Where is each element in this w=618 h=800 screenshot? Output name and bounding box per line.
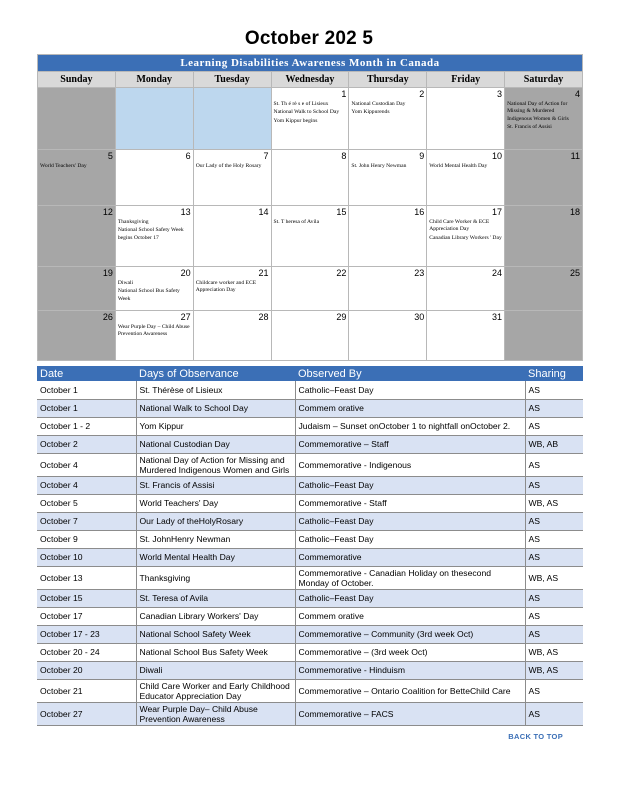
observance-row	[37, 702, 583, 725]
observance-name-cell: Our Lady of theHolyRosary	[136, 512, 295, 530]
calendar-day-cell	[193, 88, 271, 150]
calendar-day-number: 26	[102, 312, 113, 322]
observance-date-cell: October 1	[37, 381, 136, 399]
observance-row	[37, 661, 583, 679]
calendar-day-cell	[427, 267, 505, 311]
observance-name-cell: Canadian Library Workers' Day	[136, 607, 295, 625]
calendar-day-number: 17	[492, 207, 503, 217]
observance-name-cell: National Walk to School Day	[136, 399, 295, 417]
calendar-day-cell	[427, 206, 505, 267]
observance-name-cell: St. Thérèse of Lisieux	[136, 381, 295, 399]
calendar-day-number: 24	[492, 268, 503, 278]
calendar-day-cell	[38, 267, 116, 311]
observance-sharing-cell: WB, AS	[525, 494, 583, 512]
observance-sharing-cell: WB, AS	[525, 566, 583, 589]
calendar-day-cell	[38, 150, 116, 206]
observance-by-cell: Commemorative – Staff	[295, 435, 525, 453]
observance-name-cell: Yom Kippur	[136, 417, 295, 435]
calendar-event: St. T heresa of Avila	[273, 219, 320, 225]
weekday-saturday: Saturday	[505, 72, 583, 88]
observance-sharing-cell: AS	[525, 589, 583, 607]
observance-name-cell: Thanksgiving	[136, 566, 295, 589]
observance-sharing-cell: AS	[525, 417, 583, 435]
observance-name-cell: National School Safety Week	[136, 625, 295, 643]
weekday-sunday: Sunday	[38, 72, 116, 88]
observance-by-cell: Catholic–Feast Day	[295, 530, 525, 548]
calendar-day-cell	[349, 206, 427, 267]
calendar-day-number: 22	[336, 268, 347, 278]
calendar-day-cell	[271, 88, 349, 150]
observance-sharing-cell: WB, AB	[525, 435, 583, 453]
calendar-day-cell	[38, 88, 116, 150]
observance-name-cell: National Day of Action for Missing and Murdered Indigenous Women and Girls	[136, 453, 295, 476]
calendar-event: National School Safety Week begins October 17	[117, 227, 184, 241]
observance-sharing-cell: AS	[525, 453, 583, 476]
page-title: October 202 5	[244, 28, 374, 49]
observance-date-cell: October 2	[37, 435, 136, 453]
observance-date-cell: October 20	[37, 661, 136, 679]
observance-row	[37, 530, 583, 548]
calendar-event: St. Th é rè s e of Lisieux	[273, 101, 329, 107]
observance-by-cell: Commemorative - Staff	[295, 494, 525, 512]
calendar-week-row	[38, 311, 583, 361]
observance-row	[37, 435, 583, 453]
observance-sharing-cell: AS	[525, 530, 583, 548]
observance-date-cell: October 17	[37, 607, 136, 625]
calendar-day-number: 23	[414, 268, 425, 278]
observance-date-cell: October 4	[37, 453, 136, 476]
observance-row	[37, 494, 583, 512]
calendar-event: St. Francis of Assisi	[507, 124, 552, 131]
calendar-day-number: 13	[180, 207, 191, 217]
observance-row	[37, 589, 583, 607]
observance-by-cell: Commemorative	[295, 548, 525, 566]
calendar-event: National Custodian Day	[351, 101, 406, 107]
calendar-week-row	[38, 150, 583, 206]
observance-by-cell: Commem orative	[295, 399, 525, 417]
calendar-day-number: 5	[107, 151, 113, 161]
observance-row	[37, 453, 583, 476]
weekday-wednesday: Wednesday	[271, 72, 349, 88]
calendar-day-cell	[193, 267, 271, 311]
calendar-event: Our Lady of the Holy Rosary	[195, 163, 262, 169]
calendar-day-number: 29	[336, 312, 347, 322]
calendar-event: Child Care Worker & ECE Appreciation Day	[429, 219, 490, 233]
calendar-day-number: 31	[492, 312, 503, 322]
header-date: Date	[37, 366, 136, 381]
observance-date-cell: October 13	[37, 566, 136, 589]
observance-row	[37, 643, 583, 661]
calendar-day-number: 6	[185, 151, 191, 161]
calendar-day-number: 19	[102, 268, 113, 278]
observance-sharing-cell: AS	[525, 548, 583, 566]
observance-date-cell: October 5	[37, 494, 136, 512]
calendar-day-number: 3	[497, 89, 503, 99]
observance-date-cell: October 15	[37, 589, 136, 607]
calendar-day-number: 11	[570, 151, 580, 161]
calendar-day-number: 18	[569, 207, 580, 217]
calendar-day-number: 10	[492, 151, 503, 161]
calendar-day-cell	[193, 311, 271, 361]
calendar-grid	[37, 54, 583, 361]
observance-by-cell: Commemorative - Canadian Holiday on thesecond Monday of October.	[295, 566, 525, 589]
calendar-day-number: 30	[414, 312, 425, 322]
calendar-day-number: 20	[180, 268, 191, 278]
observance-date-cell: October 21	[37, 679, 136, 702]
calendar-event: National Day of Action for Missing & Murdered Indigenous Women & Girls	[507, 101, 569, 122]
calendar-event: National Walk to School Day	[273, 109, 340, 116]
calendar-day-cell	[505, 150, 583, 206]
calendar-day-cell	[115, 150, 193, 206]
observance-sharing-cell: AS	[525, 679, 583, 702]
calendar-day-cell	[115, 311, 193, 361]
calendar-day-cell	[115, 206, 193, 267]
observance-row	[37, 566, 583, 589]
observance-date-cell: October 4	[37, 476, 136, 494]
observance-sharing-cell: AS	[525, 625, 583, 643]
calendar-event: Canadian Library Workers ' Day	[429, 234, 502, 241]
calendar-week-row	[38, 206, 583, 267]
observance-sharing-cell: AS	[525, 381, 583, 399]
observance-row	[37, 679, 583, 702]
calendar-day-number: 2	[419, 89, 425, 99]
observance-by-cell: Commemorative – Ontario Coalition for BetteChild Care	[295, 679, 525, 702]
weekday-thursday: Thursday	[349, 72, 427, 88]
observance-table	[37, 366, 583, 726]
calendar-day-number: 15	[336, 207, 347, 217]
observance-row	[37, 548, 583, 566]
observance-by-cell: Commemorative - Indigenous	[295, 453, 525, 476]
calendar-day-number: 25	[569, 268, 580, 278]
observance-sharing-cell: WB, AS	[525, 661, 583, 679]
calendar-day-number: 8	[341, 151, 347, 161]
observance-row	[37, 399, 583, 417]
observance-name-cell: World Mental Health Day	[136, 548, 295, 566]
calendar-day-number: 16	[414, 207, 425, 217]
observance-row	[37, 417, 583, 435]
calendar-day-number: 12	[102, 207, 113, 217]
observance-date-cell: October 27	[37, 702, 136, 725]
observance-date-cell: October 9	[37, 530, 136, 548]
observance-sharing-cell: AS	[525, 702, 583, 725]
observance-row	[37, 512, 583, 530]
observance-by-cell: Commemorative – (3rd week Oct)	[295, 643, 525, 661]
observance-by-cell: Commemorative – FACS	[295, 702, 525, 725]
weekday-friday: Friday	[427, 72, 505, 88]
observance-by-cell: Commemorative - Hinduism	[295, 661, 525, 679]
observance-date-cell: October 17 - 23	[37, 625, 136, 643]
calendar-event: Wear Purple Day – Child Abuse Prevention Awareness	[117, 324, 190, 338]
calendar-day-cell	[349, 311, 427, 361]
observance-name-cell: Diwali	[136, 661, 295, 679]
calendar-day-cell	[38, 311, 116, 361]
calendar-day-cell	[349, 267, 427, 311]
calendar-day-number: 9	[419, 151, 425, 161]
observance-name-cell: St. JohnHenry Newman	[136, 530, 295, 548]
calendar-event: Childcare worker and ECE Appreciation Day	[195, 280, 257, 294]
calendar-event: Thanksgiving	[117, 219, 149, 225]
calendar-event: World Mental Health Day	[429, 163, 488, 169]
calendar-day-cell	[505, 88, 583, 150]
observance-row	[37, 607, 583, 625]
calendar-day-cell	[427, 88, 505, 150]
calendar-event: World Teachers' Day	[40, 163, 87, 169]
calendar-day-cell	[271, 267, 349, 311]
observance-row	[37, 476, 583, 494]
observance-sharing-cell: AS	[525, 476, 583, 494]
calendar-day-cell	[427, 150, 505, 206]
observance-by-cell: Catholic–Feast Day	[295, 476, 525, 494]
calendar-day-cell	[505, 311, 583, 361]
calendar-day-cell	[115, 267, 193, 311]
calendar-day-number: 21	[258, 268, 269, 278]
observance-sharing-cell: AS	[525, 607, 583, 625]
calendar-event: National School Bus Safety Week	[117, 288, 180, 302]
calendar-day-cell	[271, 150, 349, 206]
calendar-event: St. John Henry Newman	[351, 163, 407, 169]
calendar-day-cell	[349, 88, 427, 150]
calendar-event: Yom Kippur begins	[273, 117, 318, 124]
observance-name-cell: St. Francis of Assisi	[136, 476, 295, 494]
calendar-day-number: 14	[258, 207, 269, 217]
calendar-event: Diwali	[117, 280, 134, 286]
observance-name-cell: World Teachers' Day	[136, 494, 295, 512]
calendar-week-row	[38, 267, 583, 311]
observance-date-cell: October 7	[37, 512, 136, 530]
calendar-day-cell	[349, 150, 427, 206]
observance-date-cell: October 20 - 24	[37, 643, 136, 661]
observance-date-cell: October 1 - 2	[37, 417, 136, 435]
calendar-day-number: 4	[574, 89, 580, 99]
weekday-tuesday: Tuesday	[193, 72, 271, 88]
calendar-day-cell	[193, 150, 271, 206]
observance-name-cell: Wear Purple Day– Child Abuse Prevention Awareness	[136, 702, 295, 725]
observance-date-cell: October 1	[37, 399, 136, 417]
calendar-day-cell	[271, 311, 349, 361]
observance-header-row	[37, 366, 583, 381]
calendar-day-cell	[505, 206, 583, 267]
observance-by-cell: Commemorative – Community (3rd week Oct)	[295, 625, 525, 643]
observance-row	[37, 625, 583, 643]
observance-rows	[37, 381, 583, 725]
calendar-day-cell	[427, 311, 505, 361]
observance-name-cell: National School Bus Safety Week	[136, 643, 295, 661]
observance-by-cell: Judaism – Sunset onOctober 1 to nightfall onOctober 2.	[295, 417, 525, 435]
back-to-top-link[interactable]: BACK TO TOP	[508, 732, 563, 741]
observance-by-cell: Commem orative	[295, 607, 525, 625]
weekday-header-row	[38, 72, 583, 88]
calendar-event: Yom Kippurends	[351, 109, 390, 116]
calendar-day-cell	[193, 206, 271, 267]
calendar-banner: Learning Disabilities Awareness Month in Canada	[38, 55, 583, 72]
weekday-monday: Monday	[115, 72, 193, 88]
observance-sharing-cell: AS	[525, 399, 583, 417]
observance-by-cell: Catholic–Feast Day	[295, 589, 525, 607]
calendar-day-cell	[115, 88, 193, 150]
calendar-day-number: 7	[263, 151, 269, 161]
header-days-of-observance: Days of Observance	[136, 366, 295, 381]
calendar-week-row	[38, 88, 583, 150]
calendar-weeks	[38, 88, 583, 361]
header-sharing: Sharing	[525, 366, 583, 381]
observance-name-cell: Child Care Worker and Early Childhood Educator Appreciation Day	[136, 679, 295, 702]
observance-by-cell: Catholic–Feast Day	[295, 512, 525, 530]
observance-date-cell: October 10	[37, 548, 136, 566]
observance-by-cell: Catholic–Feast Day	[295, 381, 525, 399]
calendar-day-number: 28	[258, 312, 269, 322]
observance-sharing-cell: AS	[525, 512, 583, 530]
calendar-day-cell	[505, 267, 583, 311]
observance-row	[37, 381, 583, 399]
calendar-day-number: 27	[180, 312, 191, 322]
observance-name-cell: National Custodian Day	[136, 435, 295, 453]
calendar-day-cell	[38, 206, 116, 267]
observance-sharing-cell: WB, AS	[525, 643, 583, 661]
calendar-day-number: 1	[341, 89, 347, 99]
header-observed-by: Observed By	[295, 366, 525, 381]
observance-name-cell: St. Teresa of Avila	[136, 589, 295, 607]
calendar-day-cell	[271, 206, 349, 267]
